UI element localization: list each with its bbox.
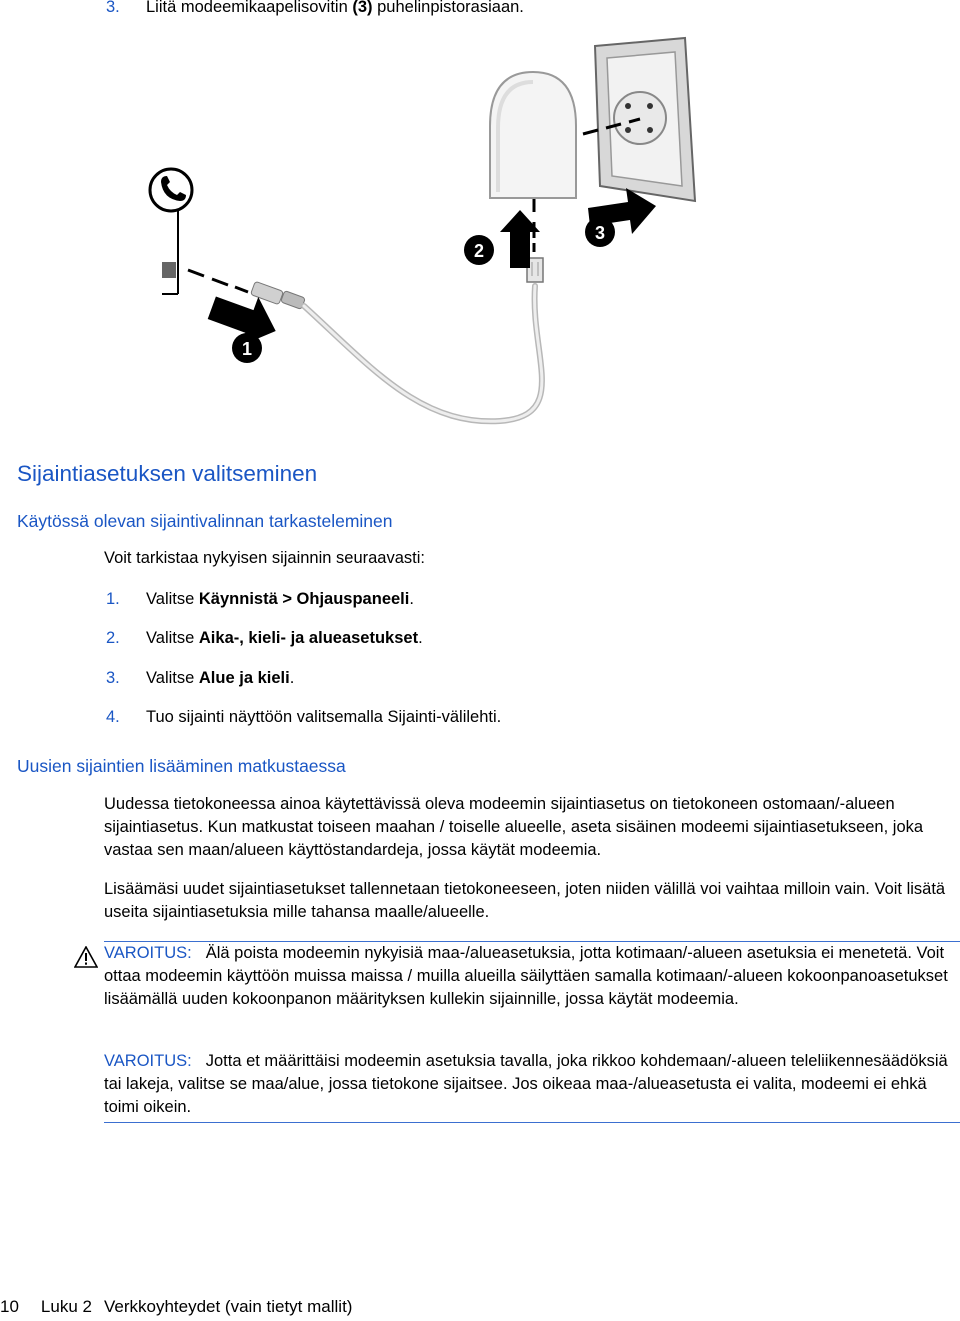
- list-bold: Käynnistä > Ohjauspaneeli: [198, 590, 410, 608]
- chapter-label: Luku 2: [40, 1297, 92, 1316]
- paragraph-2: Lisäämäsi uudet sijaintiasetukset tallennetaan tietokoneeseen, joten niiden välillä voi vaihtaa milloin vain. Voit lisätä useita sijaintiasetuksia mille tahansa maalle/alueelle.: [104, 880, 946, 921]
- list-bold: Aika-, kieli- ja alueasetukset: [198, 629, 419, 647]
- top-step: [106, 0, 524, 17]
- list-item-1: [106, 590, 414, 609]
- callout-3: 3: [594, 223, 606, 243]
- warning-bottom-rule: [104, 1122, 960, 1123]
- warning-label: VAROITUS:: [104, 944, 192, 962]
- list-number: 1.: [106, 590, 120, 608]
- warning-label: VAROITUS:: [104, 1052, 192, 1070]
- list-bold: Alue ja kieli: [198, 669, 290, 687]
- intro-text: Voit tarkistaa nykyisen sijainnin seuraavasti:: [104, 549, 425, 567]
- list-item-2: [106, 629, 423, 648]
- page-footer: [0, 1297, 352, 1317]
- list-text: Tuo sijainti näyttöön valitsemalla Sijainti-välilehti.: [146, 708, 502, 726]
- list-number: 2.: [106, 629, 120, 647]
- section-title: Sijaintiasetuksen valitseminen: [17, 461, 318, 486]
- modem-connection-illustration: [140, 36, 820, 436]
- list-number: 3.: [106, 669, 120, 687]
- warning-text: Jotta et määrittäisi modeemin asetuksia tavalla, joka rikkoo kohdemaan/-alueen teleliikennesäädöksiä tai lakeja, valitse se maa/alue, jossa tietokone sijaitsee. Jos oikeaa maa-/alueasetusta ei valita, modeemi ei ehkä toimi oikein.: [104, 1052, 948, 1116]
- callout-2: 2: [473, 241, 485, 261]
- list-text: .: [409, 590, 414, 608]
- list-text: Valitse: [146, 669, 199, 687]
- warning-text: Älä poista modeemin nykyisiä maa-/alueasetuksia, jotta kotimaan/-alueen asetuksia ei menetetä. Voit ottaa modeemin käyttöön muissa maissa / muilla alueilla säilyttäen samalla kotimaan/-alueen kokoonpanoasetukset lisäämällä uuden kokoonpanon määrityksen kullekin sijainnille, jossa käytät modeemia.: [104, 944, 948, 1008]
- list-item-3: [106, 669, 294, 688]
- telephone-wall-outlet-illustration: [595, 38, 695, 201]
- chapter-title: Verkkoyhteydet (vain tietyt mallit): [103, 1297, 353, 1316]
- top-step-number: 3.: [106, 0, 120, 16]
- warning-1: [104, 942, 954, 1011]
- warning-2: [104, 1050, 954, 1119]
- top-step-pre: Liitä modeemikaapelisovitin: [146, 0, 353, 16]
- page-number: 10: [0, 1297, 19, 1316]
- callout-1: 1: [241, 339, 253, 359]
- list-text: .: [418, 629, 423, 647]
- subsection-title-1: Käytössä olevan sijaintivalinnan tarkasteleminen: [17, 511, 393, 531]
- warning-icon: [74, 946, 98, 968]
- list-item-4: [106, 708, 501, 727]
- list-number: 4.: [106, 708, 120, 726]
- list-text: Valitse: [146, 629, 199, 647]
- list-text: .: [289, 669, 295, 687]
- top-step-post: puhelinpistorasiaan.: [372, 0, 524, 16]
- list-text: Valitse: [146, 590, 199, 608]
- top-step-bold: (3): [352, 0, 373, 16]
- subsection-title-2: Uusien sijaintien lisääminen matkustaessa: [17, 756, 346, 776]
- paragraph-1: Uudessa tietokoneessa ainoa käytettävissä oleva modeemin sijaintiasetus on tietokoneen ostomaan/-alueen sijaintiasetus. Kun matkustat toiseen maahan / toiselle alueelle, aseta sisäinen modeemi sijaintiasetukseen, joka vastaa sen maan/alueen käyttöstandardeja, jossa käytät modeemia.: [104, 795, 924, 859]
